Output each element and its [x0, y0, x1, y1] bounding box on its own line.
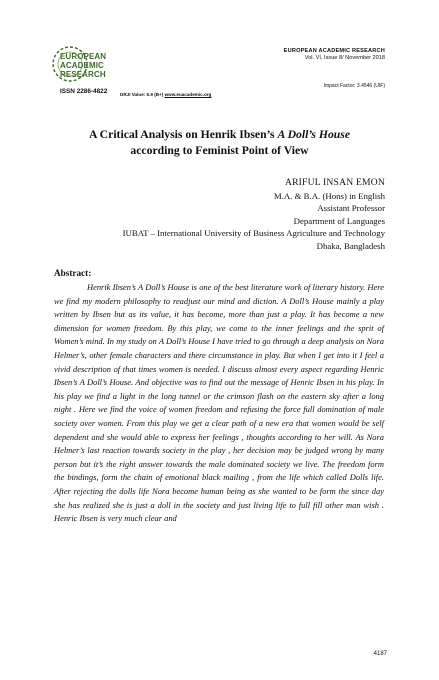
drji-line [120, 92, 211, 97]
author-university: IUBAT – International University of Business Agriculture and Technology [122, 228, 385, 239]
abstract-body [54, 281, 384, 526]
journal-volume: Vol. VI, Issue 8/ November 2018 [304, 55, 385, 61]
logo-line-2: ACADEMIC [60, 61, 104, 70]
issn-label: ISSN 2286-4822 [60, 88, 108, 95]
page-number: 4187 [373, 651, 387, 657]
impact-factor: Impact Factor: 3.4546 (UIF) [323, 83, 385, 89]
logo-line-1: EUROPEAN [60, 52, 107, 61]
abstract-paragraph: Henrik Ibsen’s A Doll’s House is one of the best literature work of literary history. Here we find my modern philosophy to readjust our mind and diction. A Doll’s House mainly a play written by Ibsen but as its value, it has become, more than just a play. It has become a new dimension for women freedom. By this play, we come to the inner feelings and the sprit of Women’s mind. In my study on A Doll’s House I have tried to go through a deep analysis on Nora Helmer’s, other female characters and there circumstance in play. But when I get into it I feel a vivid description of that times women is needed. I discuss almost every aspect regarding Henric Ibsen’s A Doll’s House. And objective was to find out the message of Henric Ibsen in his play. In his play we find a light in the long tunnel or the crimson flash on the eastern sky after a long night . Here we find the voice of women freedom and refusing the force full domination of male society over women. From this play we get a clear path of a new era that women would be self dependent and she would able to express her feelings , thoughts according to her will. As Nora Helmer’s last reaction towards society in the play , her decision may be judged wrong by many person but it’s the right answer towards the male dominated society we live. The freedom form the bindings, form the chain of emotional black mailing , from the life which called Dolls life. After rejecting the dolls life Nora become human being as she wanted to be form the since day she has realized she is just a doll in the society and just living life to full fill other man wish . Henric Ibsen is very much clear and [54, 282, 384, 524]
title-part-1: A Critical Analysis on Henrik Ibsen’s [88, 128, 278, 141]
journal-name: EUROPEAN ACADEMIC RESEARCH [283, 48, 385, 54]
title-part-2: according to Feminist Point of View [130, 144, 309, 157]
author-degree: M.A. & B.A. (Hons) in English [273, 190, 385, 201]
journal-info [284, 48, 385, 62]
author-location: Dhaka, Bangladesh [316, 240, 385, 251]
author-position: Assistant Professor [317, 203, 385, 214]
author-name: ARIFUL INSAN EMON [284, 177, 385, 188]
author-department: Department of Languages [293, 215, 385, 226]
article-title [54, 127, 385, 159]
logo-line-3: RESEARCH [60, 70, 106, 79]
drji-value: DRJI Value: 5.9 (B+) [120, 92, 164, 97]
abstract-heading: Abstract: [54, 268, 92, 278]
journal-url-link[interactable]: www.euacademic.org [164, 92, 212, 97]
logo-text [60, 52, 106, 79]
journal-logo [50, 38, 110, 90]
title-italic: A Doll’s House [277, 128, 351, 141]
author-block [123, 177, 385, 253]
